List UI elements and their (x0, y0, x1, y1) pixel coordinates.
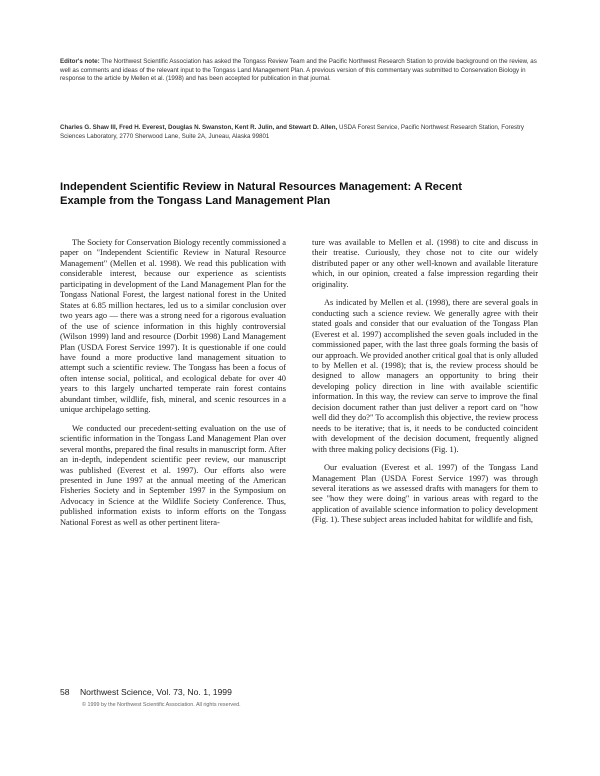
editors-note (60, 58, 538, 84)
copyright-line: © 1999 by the Northwest Scientific Association. All rights reserved. (82, 702, 241, 708)
page-number: 58 (60, 687, 70, 697)
article-title: Independent Scientific Review in Natural Resources Management: A Recent Example from the Tongass Land Management Plan (60, 181, 463, 207)
paragraph: ture was available to Mellen et al. (1998) to cite and discuss in their treatise. Curiously, they chose not to cite our widely distributed paper or any other well-known and available literature which, in our opinion, created a false impression regarding their originality. (312, 238, 538, 289)
editors-note-text: The Northwest Scientific Association has asked the Tongass Review Team and the Pacific Northwest Research Station to provide background on the review, as well as comments and ideas of the relevant input to the Tongass Land Management Plan. A previous version of this commentary was submitted to Conservation Biology in response to the article by Mellen et al. (1998) and has been accepted for publication in that journal. (60, 58, 537, 83)
left-column (60, 238, 286, 528)
author-block (60, 124, 538, 141)
paragraph: The Society for Conservation Biology recently commissioned a paper on "Independent Scientific Review in Natural Resource Management" (Mellen et al. 1998). We read this publication with considerable interest, because our experience as scientists participating in development of the Land Management Plan for the Tongass National Forest, the largest national forest in the United States at 6.85 million hectares, led us to a similar conclusion over two years ago — there was a strong need for a rigorous evaluation of the use of science information in this highly controversial (Wilson 1999) land and resource (Dorbit 1998) Land Management Plan (USDA Forest Service 1997). It is questionable if one could have found a more productive land management situation to attempt such a scientific review. The Tongass has been a focus of often intense social, political, and ecological debate for over 40 years to this largely uncharted temperate rain forest contains abundant timber, wildlife, fish, mineral, and scenic resources in a unique archipelago setting. (60, 238, 286, 415)
right-column (312, 238, 538, 526)
editors-note-label: Editor's note: (60, 58, 100, 65)
journal-citation: Northwest Science, Vol. 73, No. 1, 1999 (79, 687, 232, 697)
author-affiliation: USDA Forest Service, Pacific Northwest Research Station, Forestry Sciences Laboratory, 2770 Sherwood Lane, Suite 2A, Juneau, Alaska 99801 (60, 124, 524, 140)
paragraph: As indicated by Mellen et al. (1998), there are several goals in conducting such a science review. We generally agree with their stated goals and consider that our evaluation of the Tongass Plan (Everest et al. 1997) accomplished the seven goals included in the commissioned paper, with the last three goals forming the basis of our approach. We provided another critical goal that is only alluded to by Mellen et al. (1998); that is, the review process should be designed to allow managers an opportunity to bring their developing policy direction in line with available scientific information. In this way, the review can serve to improve the final decision document rather than just deliver a report card on "how well did they do?" To accomplish this objective, the review process needs to be iterative; that is, it needs to be conducted coincident with development of the decision document, frequently aligned with three making policy decisions (Fig. 1). (312, 298, 538, 454)
author-names: Charles G. Shaw III, Fred H. Everest, Douglas N. Swanston, Kent R. Julin, and Stewart D. Allen, (60, 124, 338, 131)
paragraph: We conducted our precedent-setting evaluation on the use of scientific information in the Tongass Land Management Plan over several months, prepared the final results in manuscript form. After an in-depth, independent scientific peer review, our manuscript was published (Everest et al. 1997). Our efforts also were presented in June 1997 at the annual meeting of the American Fisheries Society and in September 1997 in the Symposium on Advocacy in Science at the Wildlife Society Conference. Thus, published information exists to inform efforts on the Tongass National Forest as well as other pertinent litera- (60, 423, 286, 527)
page-footer (60, 687, 540, 697)
paragraph: Our evaluation (Everest et al. 1997) of the Tongass Land Management Plan (USDA Forest Service 1997) was through several iterations as we assessed drafts with managers for them to see "how they were doing" in various areas with regard to the application of available science information to policy development (Fig. 1). These subject areas included habitat for wildlife and fish, (312, 463, 538, 525)
